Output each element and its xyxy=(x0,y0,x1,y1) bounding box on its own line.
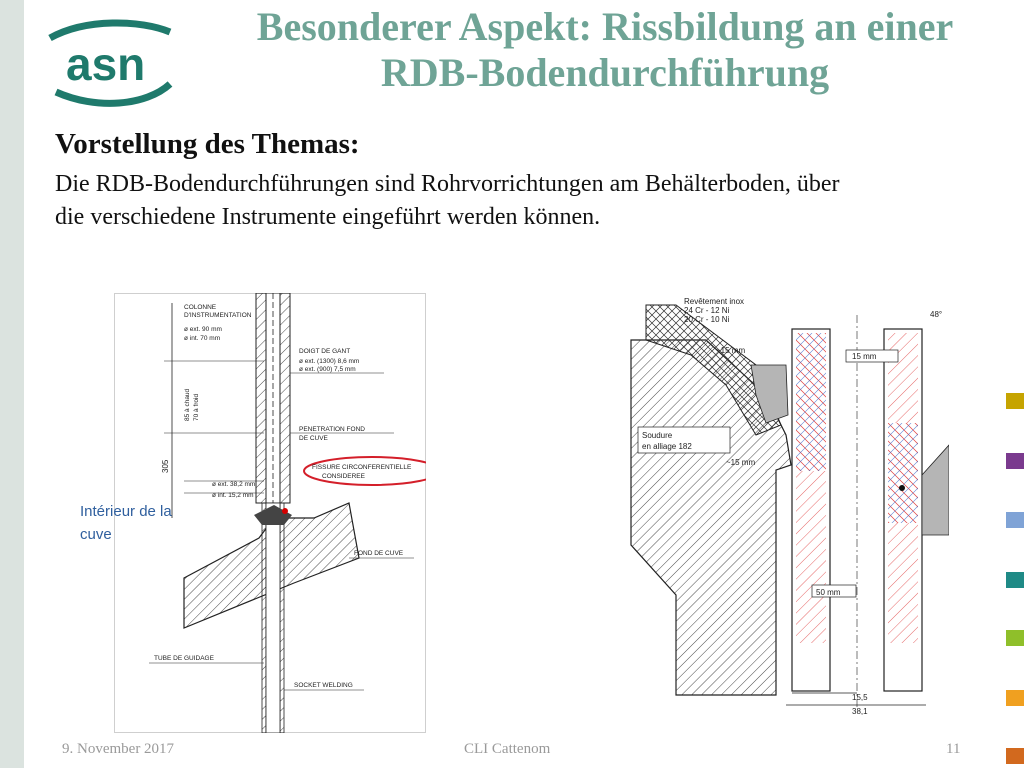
body-line-1: Die RDB-Bodendurchführungen sind Rohrvorrichtungen am Behälterboden, über xyxy=(55,171,840,197)
label-d381: 38,1 xyxy=(852,707,868,716)
label-colonne-2: D'INSTRUMENTATION xyxy=(184,312,252,319)
label-mm15-b: 15 mm xyxy=(852,352,877,361)
annotation-line-2: cuve xyxy=(80,526,112,543)
label-pen-2: DE CUVE xyxy=(299,435,328,442)
label-rev-24cr: 24 Cr - 12 Ni xyxy=(684,306,730,315)
label-dint-70: ø int. 70 mm xyxy=(184,335,221,342)
vessel-interior-annotation xyxy=(80,500,172,546)
side-square-6 xyxy=(1006,690,1024,706)
label-mm50: 50 mm xyxy=(816,588,841,597)
label-mm15-a: ~15 mm xyxy=(716,346,746,355)
label-dint-15: ø int. 15,2 mm xyxy=(212,492,254,499)
side-square-5 xyxy=(1006,630,1024,646)
label-angle-48: 48° xyxy=(930,310,943,319)
slide-subtitle: Vorstellung des Themas: xyxy=(55,128,360,160)
label-dext-90: ø ext. 90 mm xyxy=(184,326,222,333)
footer-center: CLI Cattenom xyxy=(464,741,551,757)
label-doigt: DOIGT DE GANT xyxy=(299,348,351,355)
left-accent-bar xyxy=(0,0,24,768)
title-line-2: RDB-Bodendurchführung xyxy=(380,50,830,95)
footer-date: 9. November 2017 xyxy=(62,741,175,757)
slide-body xyxy=(55,168,995,234)
side-square-2 xyxy=(1006,453,1024,469)
label-pen-1: PENETRATION FOND xyxy=(299,426,365,433)
label-dim-85: 85 à chaud xyxy=(184,388,191,421)
slide-title xyxy=(200,4,1010,96)
label-colonne-1: COLONNE xyxy=(184,304,217,311)
logo-text: asn xyxy=(66,38,146,90)
label-tube: TUBE DE GUIDAGE xyxy=(154,655,214,662)
label-mm15-c: ~15 mm xyxy=(726,458,756,467)
label-alliage: en alliage 182 xyxy=(642,442,692,451)
label-dim-70: 70 à froid xyxy=(193,393,200,421)
label-dext-900: ø ext. (900) 7,5 mm xyxy=(299,366,356,373)
footer-page-number: 11 xyxy=(946,741,961,757)
label-d155: 15,5 xyxy=(852,693,868,702)
label-soudure: Soudure xyxy=(642,431,673,440)
side-square-4 xyxy=(1006,572,1024,588)
asn-logo xyxy=(46,18,176,110)
label-dext-1300: ø ext. (1300) 8,6 mm xyxy=(299,358,360,365)
label-dim-305: 305 xyxy=(161,459,170,473)
label-rev-20cr: 20 Cr - 10 Ni xyxy=(684,315,730,324)
side-square-1 xyxy=(1006,393,1024,409)
side-square-7 xyxy=(1006,748,1024,764)
label-dext-38: ø ext. 38,2 mm xyxy=(212,481,256,488)
label-socket: SOCKET WELDING xyxy=(294,682,353,689)
label-fond: FOND DE CUVE xyxy=(354,550,404,557)
label-revetement: Revêtement inox xyxy=(684,297,745,306)
label-fissure-1: FISSURE CIRCONFERENTIELLE xyxy=(312,464,412,471)
label-fissure-2: CONSIDEREE xyxy=(322,473,365,480)
side-square-3 xyxy=(1006,512,1024,528)
annotation-line-1: Intérieur de la xyxy=(80,503,172,520)
body-line-2: die verschiedene Instrumente eingeführt werden können. xyxy=(55,204,601,230)
title-line-1: Besonderer Aspekt: Rissbildung an einer xyxy=(256,4,954,49)
penetration-drawing-right xyxy=(616,295,949,720)
